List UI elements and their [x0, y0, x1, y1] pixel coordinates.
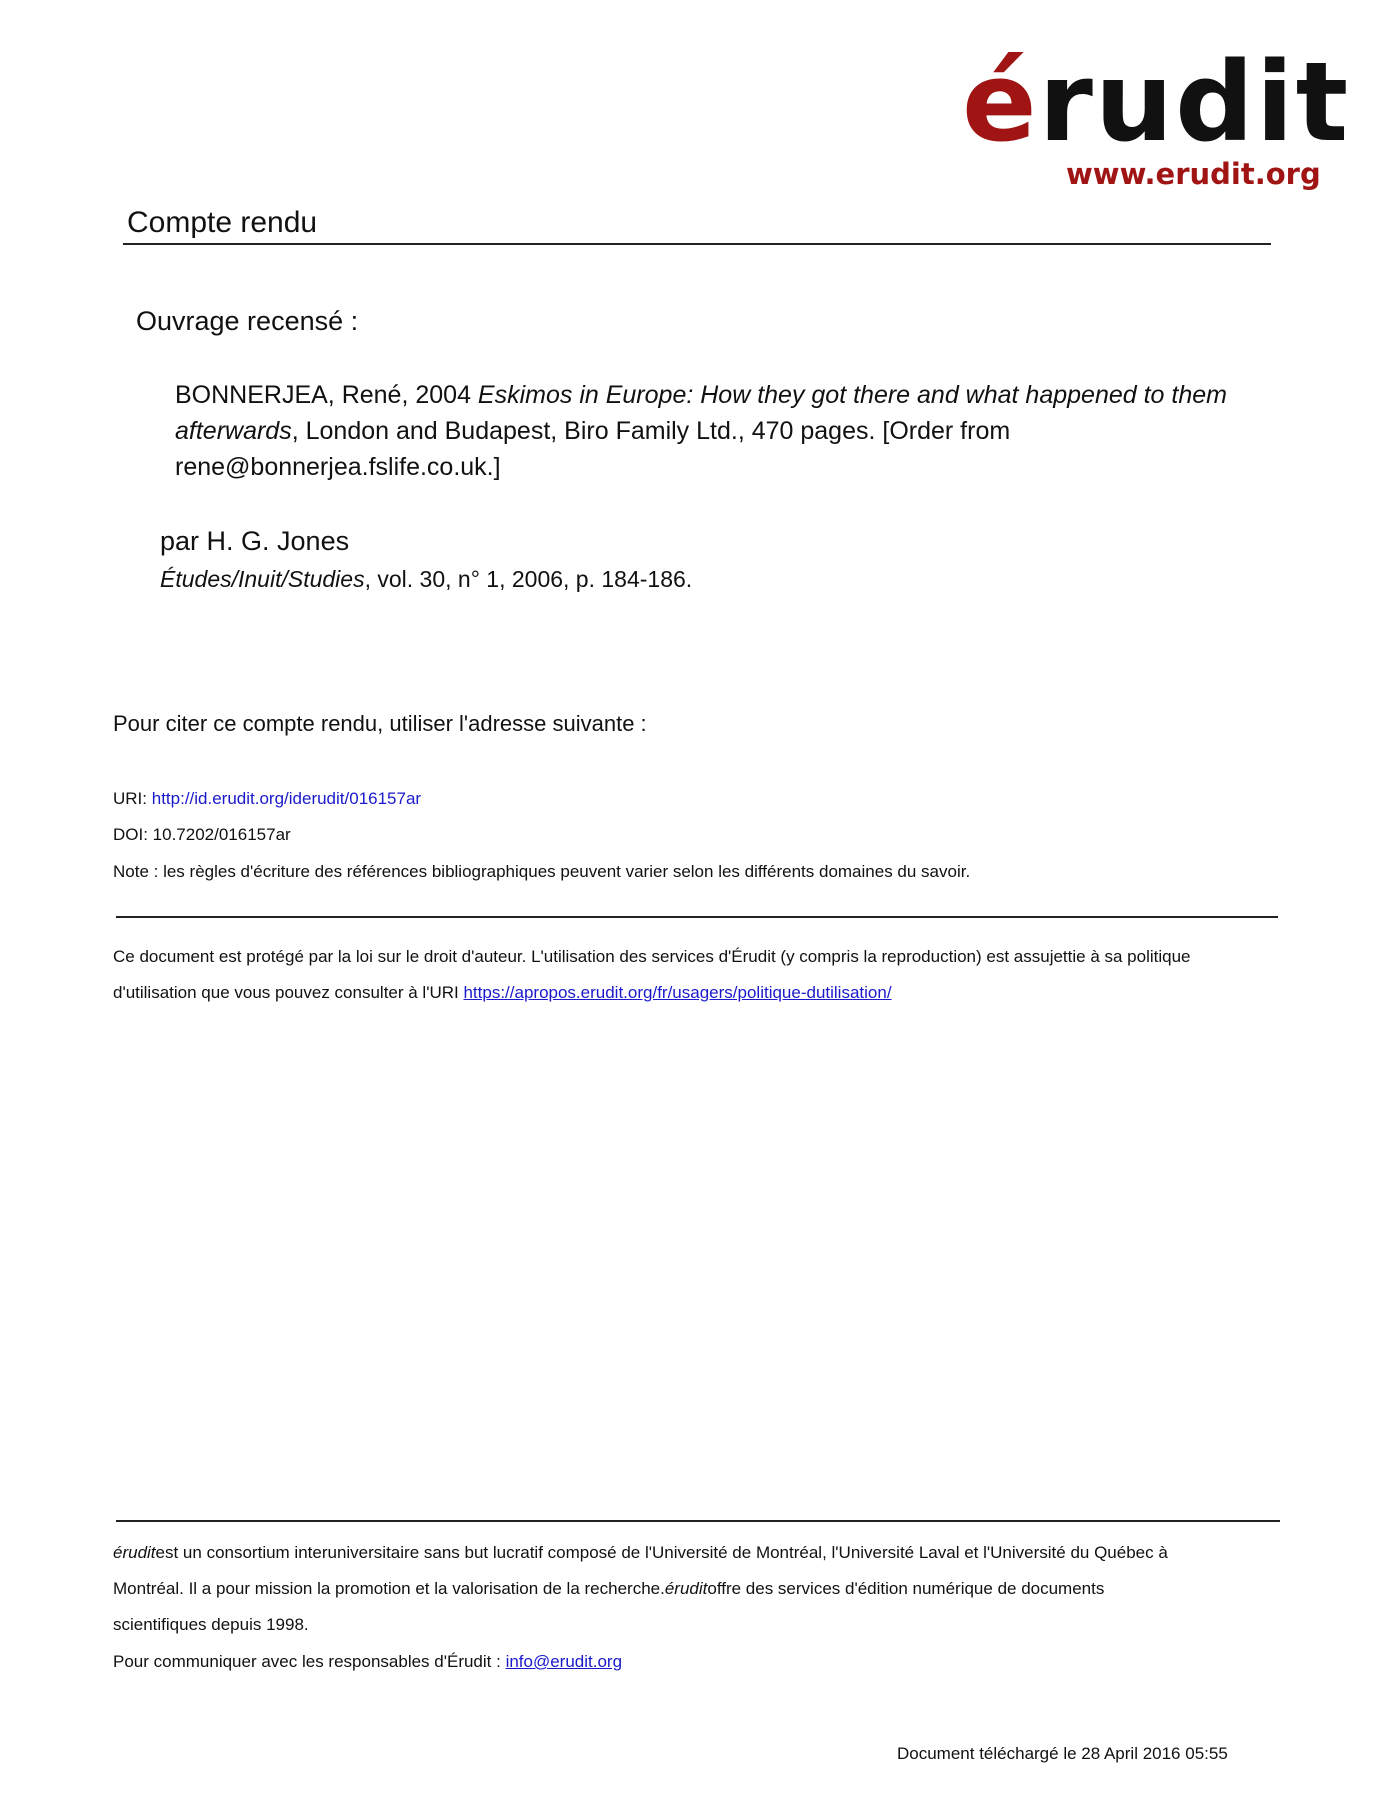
copyright-text: d'utilisation que vous pouvez consulter à l'URI	[113, 983, 464, 1002]
doi-label: DOI:	[113, 825, 153, 844]
footer-contact	[113, 1651, 622, 1673]
section-title: Compte rendu	[127, 206, 318, 239]
citation-author: BONNERJEA, René, 2004	[175, 381, 478, 409]
footer-text-2a: Montréal. Il a pour mission la promotion et la valorisation de la recherche.	[113, 1579, 665, 1598]
citation-line-2	[175, 413, 1010, 449]
uri-label: URI:	[113, 789, 152, 808]
uri-link[interactable]: http://id.erudit.org/iderudit/016157ar	[151, 789, 422, 808]
header-rule	[123, 243, 1271, 245]
note: Note : les règles d'écriture des références bibliographiques peuvent varier selon les différents domaines du savoir.	[113, 862, 971, 881]
footer-brand: érudit	[113, 1543, 156, 1562]
citation-publisher: , London and Budapest, Biro Family Ltd., 470 pages. [Order from	[291, 417, 1011, 445]
contact-email-link[interactable]: info@erudit.org	[505, 1652, 623, 1671]
contact-text: Pour communiquer avec les responsables d'Érudit :	[113, 1652, 506, 1671]
copyright-line-1: Ce document est protégé par la loi sur le droit d'auteur. L'utilisation des services d'Érudit (y compris la reproduction) est assujettie à sa politique	[113, 947, 1191, 966]
journal-details: , vol. 30, n° 1, 2006, p. 184-186.	[364, 566, 693, 592]
footer-brand-2: érudit	[664, 1579, 708, 1598]
footer-divider	[116, 1520, 1280, 1522]
erudit-logo	[962, 38, 1351, 192]
policy-link[interactable]: https://apropos.erudit.org/fr/usagers/politique-dutilisation/	[463, 983, 892, 1002]
footer-text-1: est un consortium interuniversitaire sans but lucratif composé de l'Université de Montréal, l'Université Laval et l'Université du Québec à	[155, 1543, 1168, 1562]
download-timestamp: Document téléchargé le 28 April 2016 05:55	[897, 1744, 1228, 1763]
footer-line-2	[113, 1578, 1104, 1600]
reviewer: par H. G. Jones	[160, 526, 350, 556]
citation-line-1	[175, 377, 1227, 413]
logo-url: www.erudit.org	[1066, 157, 1321, 191]
logo-wordmark	[962, 38, 1351, 166]
logo-rest: rudit	[1038, 38, 1351, 166]
journal-name: Études/Inuit/Studies	[160, 566, 365, 592]
cite-heading: Pour citer ce compte rendu, utiliser l'adresse suivante :	[113, 711, 647, 736]
copyright-line-2	[113, 982, 892, 1004]
footer-text-2b: offre des services d'édition numérique de documents	[707, 1579, 1105, 1598]
citation-title: Eskimos in Europe: How they got there and what happened to them	[477, 381, 1227, 409]
journal-ref	[160, 565, 692, 593]
footer-line-3: scientifiques depuis 1998.	[113, 1615, 309, 1634]
citation-title-cont: afterwards	[175, 417, 292, 445]
doi-line	[113, 824, 291, 846]
divider	[116, 916, 1278, 918]
citation-line-3: rene@bonnerjea.fslife.co.uk.]	[175, 453, 501, 481]
review-label: Ouvrage recensé :	[136, 306, 359, 336]
doi-value: 10.7202/016157ar	[152, 825, 291, 844]
footer-line-1	[113, 1542, 1168, 1564]
uri-line	[113, 788, 421, 810]
logo-accent: é	[962, 38, 1039, 166]
